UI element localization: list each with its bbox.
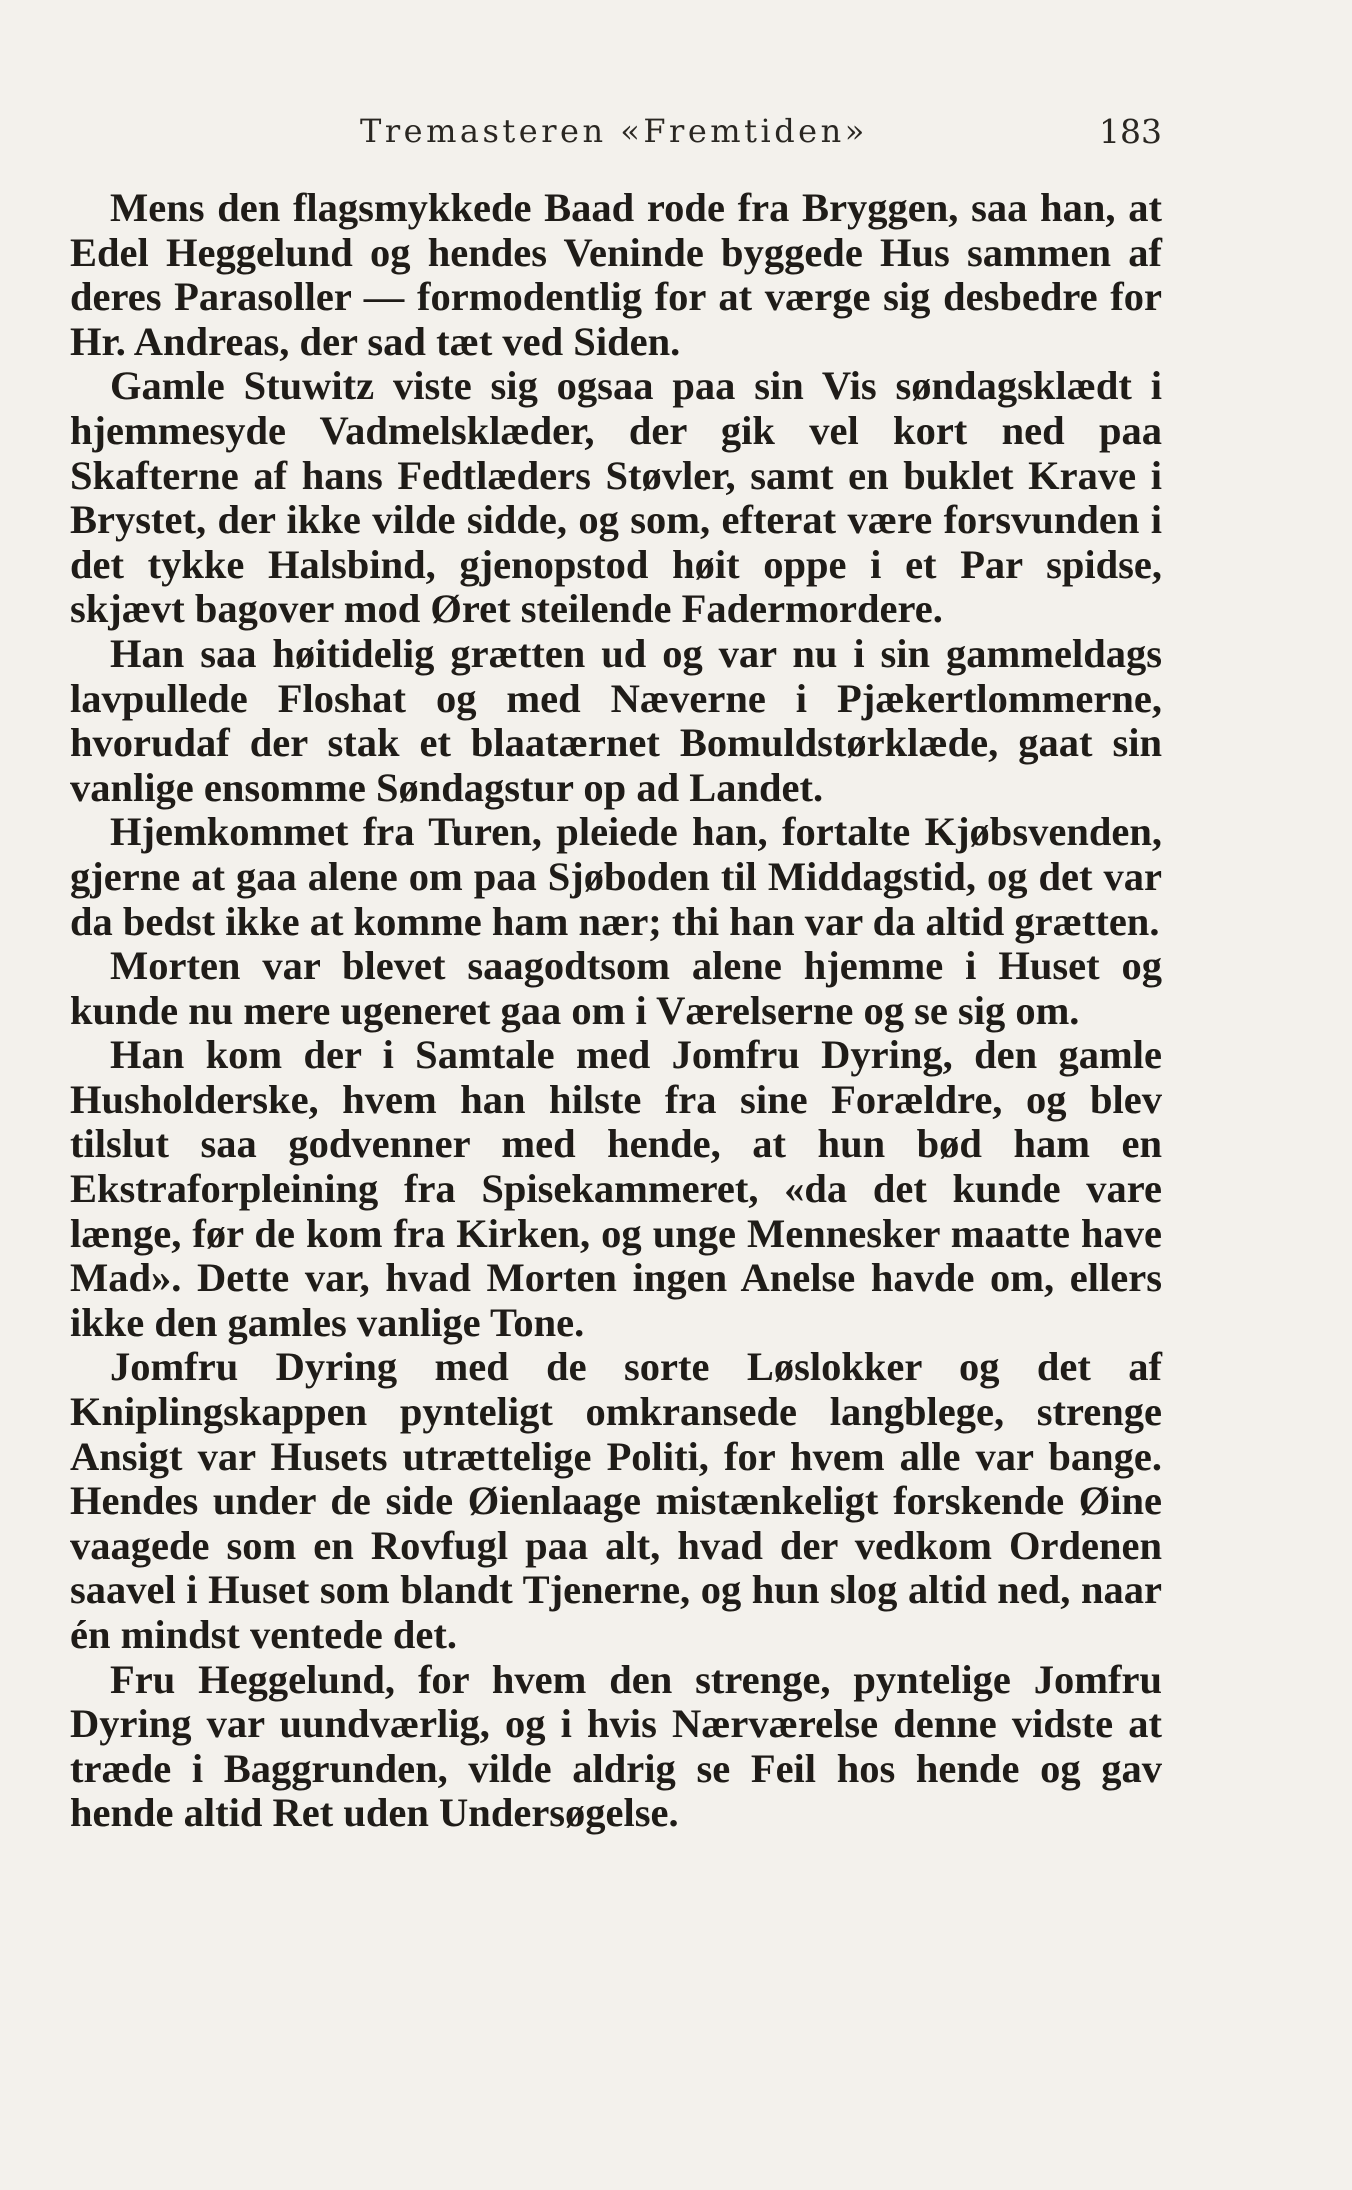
- page-number: 183: [1099, 112, 1162, 151]
- paragraph: Jomfru Dyring med de sorte Løslokker og det af Kniplingskappen pynteligt omkransede langblege, strenge Ansigt var Husets utrættelige Politi, for hvem alle var bange. Hendes under de side Øienlaage mistænkeligt forskende Øine vaagede som en Rovfugl paa alt, hvad der vedkom Ordenen saavel i Huset som blandt Tjenerne, og hun slog altid ned, naar én mindst ventede det.: [70, 1344, 1162, 1657]
- page-header: [70, 112, 1162, 160]
- body-text: [70, 186, 1162, 1836]
- paragraph: Hjemkommet fra Turen, pleiede han, fortalte Kjøbsvenden, gjerne at gaa alene om paa Sjøboden til Middagstid, og det var da bedst ikke at komme ham nær; thi han var da altid grætten.: [70, 809, 1162, 944]
- paragraph: Fru Heggelund, for hvem den strenge, pyntelige Jomfru Dyring var uundværlig, og i hvis Nærværelse denne vidste at træde i Baggrunden, vilde aldrig se Feil hos hende og gav hende altid Ret uden Undersøgelse.: [70, 1656, 1162, 1836]
- paragraph: Gamle Stuwitz viste sig ogsaa paa sin Vis søndagsklædt i hjemmesyde Vadmelsklæder, der gik vel kort ned paa Skafterne af hans Fedtlæders Støvler, samt en buklet Krave i Brystet, der ikke vilde sidde, og som, efterat være forsvunden i det tykke Halsbind, gjenopstod høit oppe i et Par spidse, skjævt bagover mod Øret steilende Fadermordere.: [70, 363, 1162, 632]
- running-title: Tremasteren «Fremtiden»: [360, 112, 868, 150]
- paragraph: Mens den flagsmykkede Baad rode fra Bryggen, saa han, at Edel Heggelund og hendes Veninde byggede Hus sammen af deres Parasoller — formodentlig for at værge sig desbedre for Hr. Andreas, der sad tæt ved Siden.: [70, 185, 1162, 364]
- paragraph: Han kom der i Samtale med Jomfru Dyring, den gamle Husholderske, hvem han hilste fra sine Forældre, og blev tilslut saa godvenner med hende, at hun bød ham en Ekstraforpleining fra Spisekammeret, «da det kunde vare længe, før de kom fra Kirken, og unge Mennesker maatte have Mad». Dette var, hvad Morten ingen Anelse havde om, ellers ikke den gamles vanlige Tone.: [70, 1032, 1162, 1345]
- paragraph: Han saa høitidelig grætten ud og var nu i sin gammeldags lavpullede Floshat og med Næverne i Pjækertlommerne, hvorudaf der stak et blaatærnet Bomuldstørklæde, gaat sin vanlige ensomme Søndagstur op ad Landet.: [70, 630, 1162, 810]
- paragraph: Morten var blevet saagodtsom alene hjemme i Huset og kunde nu mere ugeneret gaa om i Værelserne og se sig om.: [70, 943, 1162, 1033]
